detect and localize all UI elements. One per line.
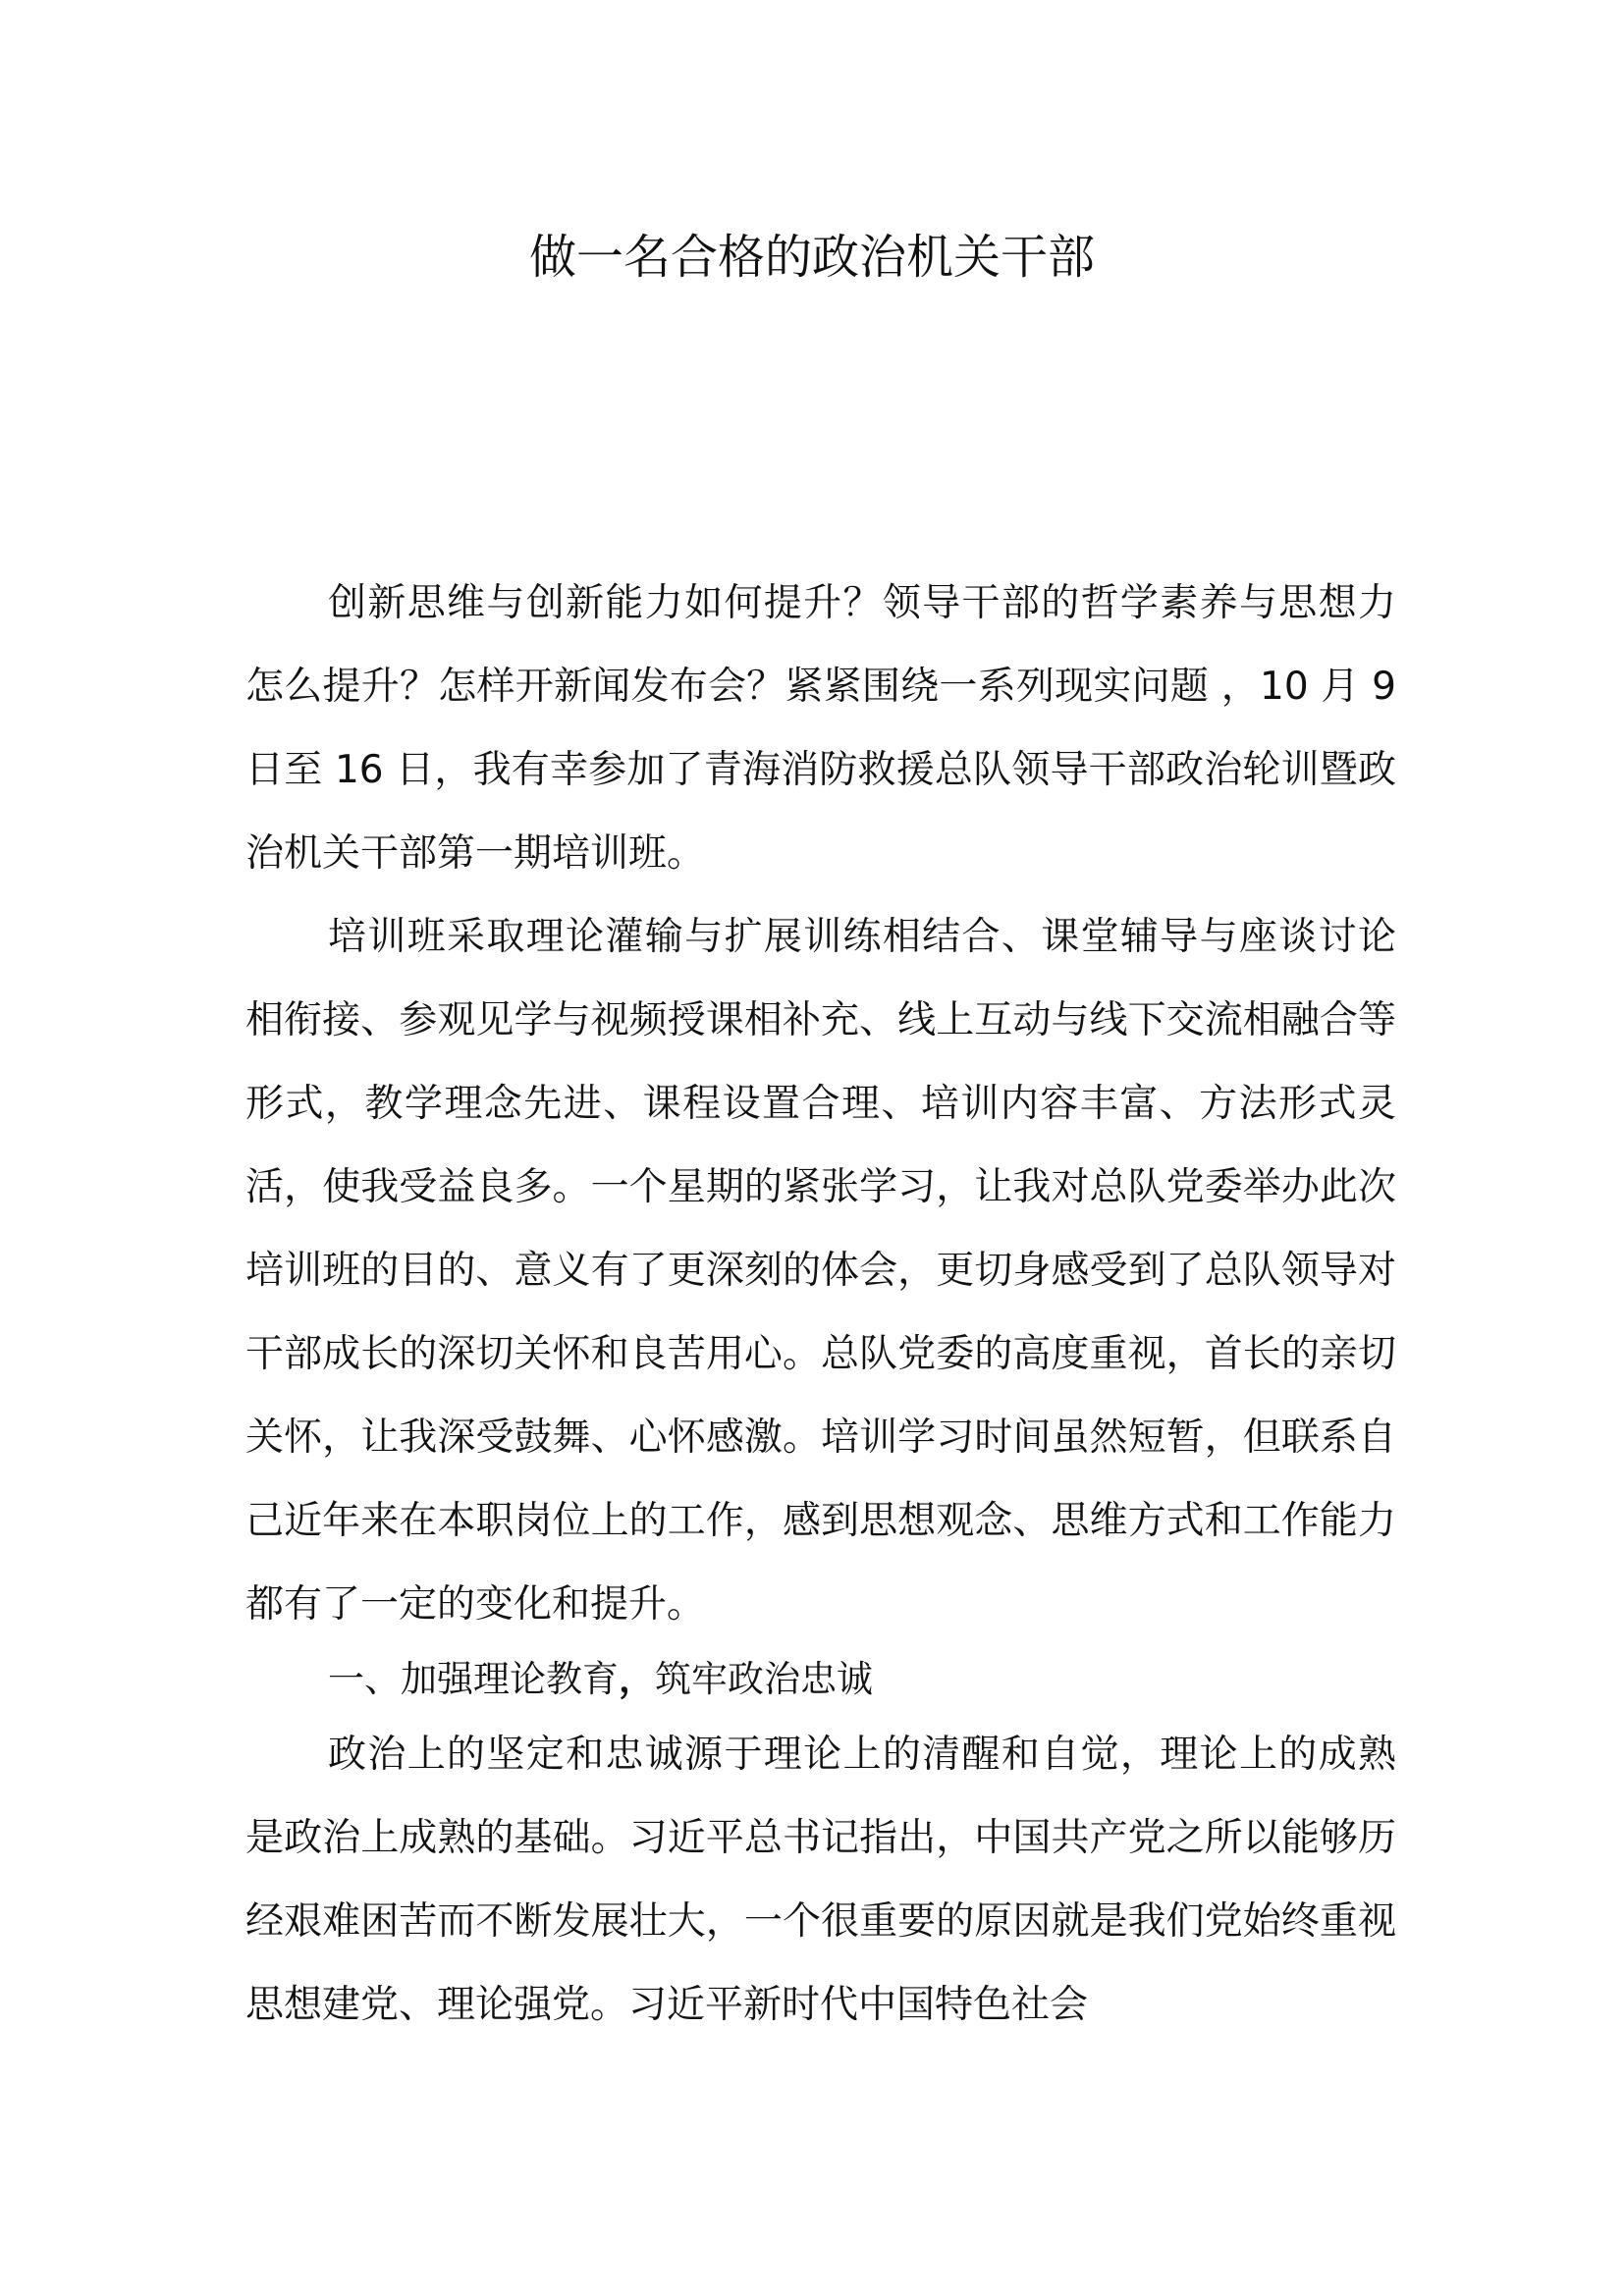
- training-paragraph: 培训班采取理论灌输与扩展训练相结合、课堂辅导与座谈讨论相衔接、参观见学与视频授课相补充、线上互动与线下交流相融合等形式，教学理念先进、课程设置合理、培训内容丰富、方法形式灵活，使我受益良多。一个星期的紧张学习，让我对总队党委举办此次培训班的目的、意义有了更深刻的体会，更切身感受到了总队领导对干部成长的深切关怀和良苦用心。总队党委的高度重视，首长的亲切关怀，让我深受鼓舞、心怀感激。培训学习时间虽然短暂，但联系自己近年来在本职岗位上的工作，感到思想观念、思维方式和工作能力都有了一定的变化和提升。: [245, 915, 1396, 1627]
- section-heading-rest: 筑牢政治忠诚: [655, 1658, 873, 1700]
- document-body: [245, 561, 1396, 2047]
- section-heading-1: [245, 1646, 1396, 1713]
- document-title: 做一名合格的政治机关干部: [528, 230, 1095, 285]
- section-heading-prefix: 一、加强理论教育: [328, 1658, 619, 1700]
- intro-paragraph: 创新思维与创新能力如何提升？领导干部的哲学素养与思想力怎么提升？怎样开新闻发布会？紧紧围绕一系列现实问题 ，10 月 9 日至 16 日，我有幸参加了青海消防救援总队领导干部政治轮训暨政治机关干部第一期培训班。: [245, 581, 1396, 876]
- section-1-paragraph: 政治上的坚定和忠诚源于理论上的清醒和自觉，理论上的成熟是政治上成熟的基础。习近平总书记指出，中国共产党之所以能够历经艰难困苦而不断发展壮大，一个很重要的原因就是我们党始终重视思想建党、理论强党。习近平新时代中国特色社会: [245, 1733, 1396, 2027]
- section-heading-comma: ，: [619, 1658, 655, 1700]
